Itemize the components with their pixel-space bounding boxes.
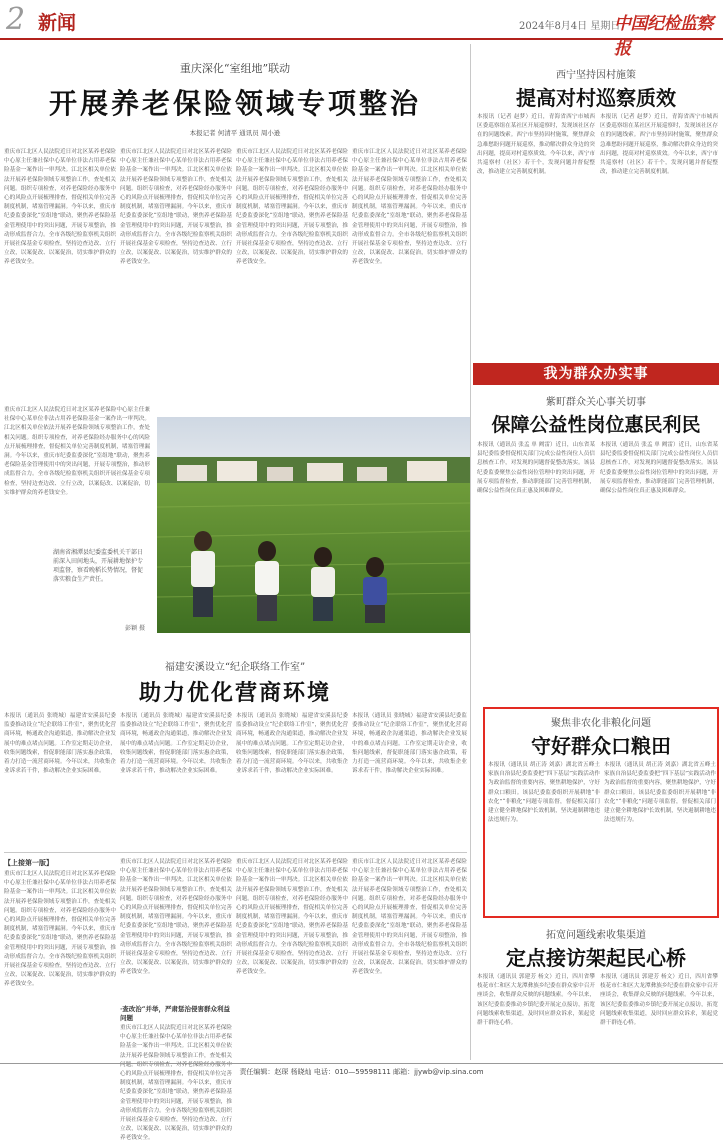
lead-column-5: 重庆市江北区人民法院近日对北区某养老保险中心原主任兼社保中心某单位非法占用养老保险基金一案作出一审判决。江北区相关单位依法开展养老保险领域专项整治工作，查处相关问题。组织专项检查，对养老保险经办服务中心的风险点开展梳理排查，督促相关单位完善制度机制，堵塞管理漏洞。今年以来，重庆市纪委监委深化“室组地”联动，聚焦养老保险基金管理使用中的突出问题，开展专项整治，推动形成监督合力。全市各级纪检监察机关组织开展社保基金专项检查，坚持边查边改、立行立改，以案促改、以案促治，切实维护群众的养老钱安全。 (4, 407, 150, 496)
right-bottom-column-1: 本报讯（通讯员 郭建芳 杨文）近日，四川省攀枝花市仁和区大龙潭彝族乡纪委在群众家中召开座谈会，收集群众反映的问题线索。今年以来，该区纪委监委推动乡镇纪委开展定点接访，拓宽问题线索收集渠道，及时回应群众诉求，架起党群干群连心桥。 (477, 974, 595, 1027)
page-footer: 责任编辑：赵琛 杨晓灿 电话：010—59598111 邮箱：jjywb@vip.sina.com (0, 1063, 723, 1081)
right-mid-column-2: 本报讯（通讯员 张孟 单 阙雷）近日，山东省某县纪委监委督促相关部门完成公益性岗位人员信息核查工作，对发现的问题督促整改落实。该县纪委监委聚焦公益性岗位管理中的突出问题，开展专项监督检查，推动职能部门完善管理机制，确保公益性岗位真正惠及困难群众。 (600, 442, 718, 495)
page-number: 2 (6, 2, 26, 37)
issue-date: 2024年8月4日 星期日 (519, 21, 621, 32)
right-mid-column-1: 本报讯（通讯员 张孟 单 阙雷）近日，山东省某县纪委监委督促相关部门完成公益性岗位人员信息核查工作，对发现的问题督促整改落实。该县纪委监委聚焦公益性岗位管理中的突出问题，开展专项监督检查，推动职能部门完善管理机制，确保公益性岗位真正惠及困难群众。 (477, 442, 595, 495)
right-bottom-kicker: 拓宽问题线索收集渠道 (546, 930, 646, 941)
right-top-kicker: 西宁坚持因村施策 (556, 70, 636, 81)
section-divider (4, 852, 467, 853)
news-photo (157, 417, 471, 633)
bottom-left-column-4: 本报讯（通讯员 张晓城）福建省安溪县纪委监委推动设立“纪企联络工作室”，聚焦优化营商环境，畅通政企沟通渠道，推动解决企业发展中的难点堵点问题。工作室定期走访企业，收集问题线索，督促职能部门落实惠企政策，着力打造一流营商环境。今年以来，共收集企业诉求若干件，推动解决企业实际困难。 (352, 713, 467, 775)
photo-credit: 彭颖 摄 (125, 625, 145, 632)
right-mid-kicker: 紫町群众关心事关切事 (546, 397, 646, 408)
bottom-left-column-2: 本报讯（通讯员 张晓城）福建省安溪县纪委监委推动设立“纪企联络工作室”，聚焦优化营商环境，畅通政企沟通渠道，推动解决企业发展中的难点堵点问题。工作室定期走访企业，收集问题线索，督促职能部门落实惠企政策，着力打造一流营商环境。今年以来，共收集企业诉求若干件，推动解决企业实际困难。 (120, 713, 233, 775)
right-top-headline: 提高对村巡察质效 (516, 86, 676, 110)
highlight-column-1: 本报讯（通讯员 胡正涛 刘嘉）湖北省五峰土家族自治县纪委监委把“四下基层”实践活动作为政治监督的重要内容，聚焦耕地保护，守好群众口粮田。该县纪委监委组织开展耕地“非农化”“非粮化”问题专项监督，督促相关部门建立健全耕地保护长效机制，坚决遏制耕地违法违规行为。 (488, 762, 601, 824)
rice-field-photo (157, 417, 471, 633)
right-top-column-1: 本报讯（记者 赵梦）近日，青海省西宁市城西区委巡察组在某社区开展巡察时，发现该社区存在的问题线索。西宁市坚持因村施策，聚焦群众急难愁盼问题开展巡察，推动解决群众身边的突出问题，提高对村巡察质效。今年以来，西宁市共巡察村（社区）若干个，发现问题并督促整改，推动建立完善制度机制。 (477, 114, 595, 176)
continued-label: 【上接第一版】 (4, 858, 53, 867)
bottom-left-headline: 助力优化营商环境 (138, 680, 331, 706)
photo-caption (53, 548, 145, 633)
page-header (0, 0, 723, 59)
right-bottom-column-2: 本报讯（通讯员 郭建芳 杨文）近日，四川省攀枝花市仁和区大龙潭彝族乡纪委在群众家中召开座谈会，收集群众反映的问题线索。今年以来，该区纪委监委推动乡镇纪委开展定点接访，拓宽问题线索收集渠道，及时回应群众诉求，架起党群干群连心桥。 (600, 974, 718, 1027)
subsection-title: ·查改治“并举，严肃惩治侵害群众利益问题 (120, 1005, 231, 1022)
lead-byline: 本报记者 何清平 通讯员 周小逊 (189, 129, 281, 137)
continued-column-2b: 重庆市江北区人民法院近日对北区某养老保险中心原主任兼社保中心某单位非法占用养老保险基金一案作出一审判决。江北区相关单位依法开展养老保险领域专项整治工作，查处相关问题。组织专项检查，对养老保险经办服务中心的风险点开展梳理排查，督促相关单位完善制度机制，堵塞管理漏洞。今年以来，重庆市纪委监委深化“室组地”联动，聚焦养老保险基金管理使用中的突出问题，开展专项整治，推动形成监督合力。全市各级纪检监察机关组织开展社保基金专项检查，坚持边查边改、立行立改，以案促改、以案促治，切实维护群众的养老钱安全。 (120, 1025, 233, 1142)
lead-column-2: 重庆市江北区人民法院近日对北区某养老保险中心原主任兼社保中心某单位非法占用养老保险基金一案作出一审判决。江北区相关单位依法开展养老保险领域专项整治工作，查处相关问题。组织专项检查，对养老保险经办服务中心的风险点开展梳理排查，督促相关单位完善制度机制，堵塞管理漏洞。今年以来，重庆市纪委监委深化“室组地”联动，聚焦养老保险基金管理使用中的突出问题，开展专项整治，推动形成监督合力。全市各级纪检监察机关组织开展社保基金专项检查，坚持边查边改、立行立改，以案促改、以案促治，切实维护群众的养老钱安全。 (120, 149, 233, 266)
lead-headline: 开展养老保险领域专项整治 (48, 87, 421, 120)
bottom-left-column-3: 本报讯（通讯员 张晓城）福建省安溪县纪委监委推动设立“纪企联络工作室”，聚焦优化营商环境，畅通政企沟通渠道，推动解决企业发展中的难点堵点问题。工作室定期走访企业，收集问题线索，督促职能部门落实惠企政策，着力打造一流营商环境。今年以来，共收集企业诉求若干件，推动解决企业实际困难。 (236, 713, 349, 775)
right-bottom-headline: 定点接访架起民心桥 (506, 946, 686, 970)
bottom-left-kicker: 福建安溪设立“纪企联络工作室” (164, 662, 306, 673)
section-title: 新闻 (38, 12, 77, 34)
right-top-column-2: 本报讯（记者 赵梦）近日，青海省西宁市城西区委巡察组在某社区开展巡察时，发现该社区存在的问题线索。西宁市坚持因村施策，聚焦群众急难愁盼问题开展巡察，推动解决群众身边的突出问题，提高对村巡察质效。今年以来，西宁市共巡察村（社区）若干个，发现问题并督促整改，推动建立完善制度机制。 (600, 114, 718, 176)
continued-column-2: 重庆市江北区人民法院近日对北区某养老保险中心原主任兼社保中心某单位非法占用养老保险基金一案作出一审判决。江北区相关单位依法开展养老保险领域专项整治工作，查处相关问题。组织专项检查，对养老保险经办服务中心的风险点开展梳理排查，督促相关单位完善制度机制，堵塞管理漏洞。今年以来，重庆市纪委监委深化“室组地”联动，聚焦养老保险基金管理使用中的突出问题，开展专项整治，推动形成监督合力。全市各级纪检监察机关组织开展社保基金专项检查，坚持边查边改、立行立改，以案促改、以案促治，切实维护群众的养老钱安全。 (120, 859, 233, 976)
column-divider (470, 44, 471, 1060)
highlight-headline: 守好群众口粮田 (531, 734, 671, 758)
continued-column-1: 重庆市江北区人民法院近日对北区某养老保险中心原主任兼社保中心某单位非法占用养老保险基金一案作出一审判决。江北区相关单位依法开展养老保险领域专项整治工作，查处相关问题。组织专项检查，对养老保险经办服务中心的风险点开展梳理排查，督促相关单位完善制度机制，堵塞管理漏洞。今年以来，重庆市纪委监委深化“室组地”联动，聚焦养老保险基金管理使用中的突出问题，开展专项整治，推动形成监督合力。全市各级纪检监察机关组织开展社保基金专项检查，坚持边查边改、立行立改，以案促改、以案促治，切实维护群众的养老钱安全。 (4, 871, 117, 988)
newspaper-logo: 中国纪检监察报 (614, 14, 713, 59)
lead-column-4: 重庆市江北区人民法院近日对北区某养老保险中心原主任兼社保中心某单位非法占用养老保险基金一案作出一审判决。江北区相关单位依法开展养老保险领域专项整治工作，查处相关问题。组织专项检查，对养老保险经办服务中心的风险点开展梳理排查，督促相关单位完善制度机制，堵塞管理漏洞。今年以来，重庆市纪委监委深化“室组地”联动，聚焦养老保险基金管理使用中的突出问题，开展专项整治，推动形成监督合力。全市各级纪检监察机关组织开展社保基金专项检查，坚持边查边改、立行立改，以案促改、以案促治，切实维护群众的养老钱安全。 (352, 149, 467, 266)
highlight-column-2: 本报讯（通讯员 胡正涛 刘嘉）湖北省五峰土家族自治县纪委监委把“四下基层”实践活动作为政治监督的重要内容，聚焦耕地保护，守好群众口粮田。该县纪委监委组织开展耕地“非农化”“非粮化”问题专项监督，督促相关部门建立健全耕地保护长效机制，坚决遏制耕地违法违规行为。 (604, 762, 717, 824)
lead-kicker: 重庆深化“室组地”联动 (179, 62, 291, 75)
continued-column-3: 重庆市江北区人民法院近日对北区某养老保险中心原主任兼社保中心某单位非法占用养老保险基金一案作出一审判决。江北区相关单位依法开展养老保险领域专项整治工作，查处相关问题。组织专项检查，对养老保险经办服务中心的风险点开展梳理排查，督促相关单位完善制度机制，堵塞管理漏洞。今年以来，重庆市纪委监委深化“室组地”联动，聚焦养老保险基金管理使用中的突出问题，开展专项整治，推动形成监督合力。全市各级纪检监察机关组织开展社保基金专项检查，坚持边查边改、立行立改，以案促改、以案促治，切实维护群众的养老钱安全。 (236, 859, 349, 976)
right-mid-headline: 保障公益性岗位惠民利民 (491, 414, 701, 436)
lead-column-3: 重庆市江北区人民法院近日对北区某养老保险中心原主任兼社保中心某单位非法占用养老保险基金一案作出一审判决。江北区相关单位依法开展养老保险领域专项整治工作，查处相关问题。组织专项检查，对养老保险经办服务中心的风险点开展梳理排查，督促相关单位完善制度机制，堵塞管理漏洞。今年以来，重庆市纪委监委深化“室组地”联动，聚焦养老保险基金管理使用中的突出问题，开展专项整治，推动形成监督合力。全市各级纪检监察机关组织开展社保基金专项检查，坚持边查边改、立行立改，以案促改、以案促治，切实维护群众的养老钱安全。 (236, 149, 349, 266)
photo-caption-text: 湖南省湘潭县纪委监委机关干部日前深入田间地头，开展耕地保护专项监督，察看晚稻长势情况，督促落实粮食生产责任。 (53, 549, 144, 583)
continued-column-4: 重庆市江北区人民法院近日对北区某养老保险中心原主任兼社保中心某单位非法占用养老保险基金一案作出一审判决。江北区相关单位依法开展养老保险领域专项整治工作，查处相关问题。组织专项检查，对养老保险经办服务中心的风险点开展梳理排查，督促相关单位完善制度机制，堵塞管理漏洞。今年以来，重庆市纪委监委深化“室组地”联动，聚焦养老保险基金管理使用中的突出问题，开展专项整治，推动形成监督合力。全市各级纪检监察机关组织开展社保基金专项检查，坚持边查边改、立行立改，以案促改、以案促治，切实维护群众的养老钱安全。 (352, 859, 467, 976)
lead-column-1: 重庆市江北区人民法院近日对北区某养老保险中心原主任兼社保中心某单位非法占用养老保险基金一案作出一审判决。江北区相关单位依法开展养老保险领域专项整治工作，查处相关问题。组织专项检查，对养老保险经办服务中心的风险点开展梳理排查，督促相关单位完善制度机制，堵塞管理漏洞。今年以来，重庆市纪委监委深化“室组地”联动，聚焦养老保险基金管理使用中的突出问题，开展专项整治，推动形成监督合力。全市各级纪检监察机关组织开展社保基金专项检查，坚持边查边改、立行立改，以案促改、以案促治，切实维护群众的养老钱安全。 (4, 149, 117, 266)
column-banner: 我为群众办实事 (473, 363, 719, 385)
bottom-left-column-1: 本报讯（通讯员 张晓城）福建省安溪县纪委监委推动设立“纪企联络工作室”，聚焦优化营商环境，畅通政企沟通渠道，推动解决企业发展中的难点堵点问题。工作室定期走访企业，收集问题线索，督促职能部门落实惠企政策，着力打造一流营商环境。今年以来，共收集企业诉求若干件，推动解决企业实际困难。 (4, 713, 117, 775)
highlight-kicker: 聚焦非农化非粮化问题 (551, 718, 651, 729)
